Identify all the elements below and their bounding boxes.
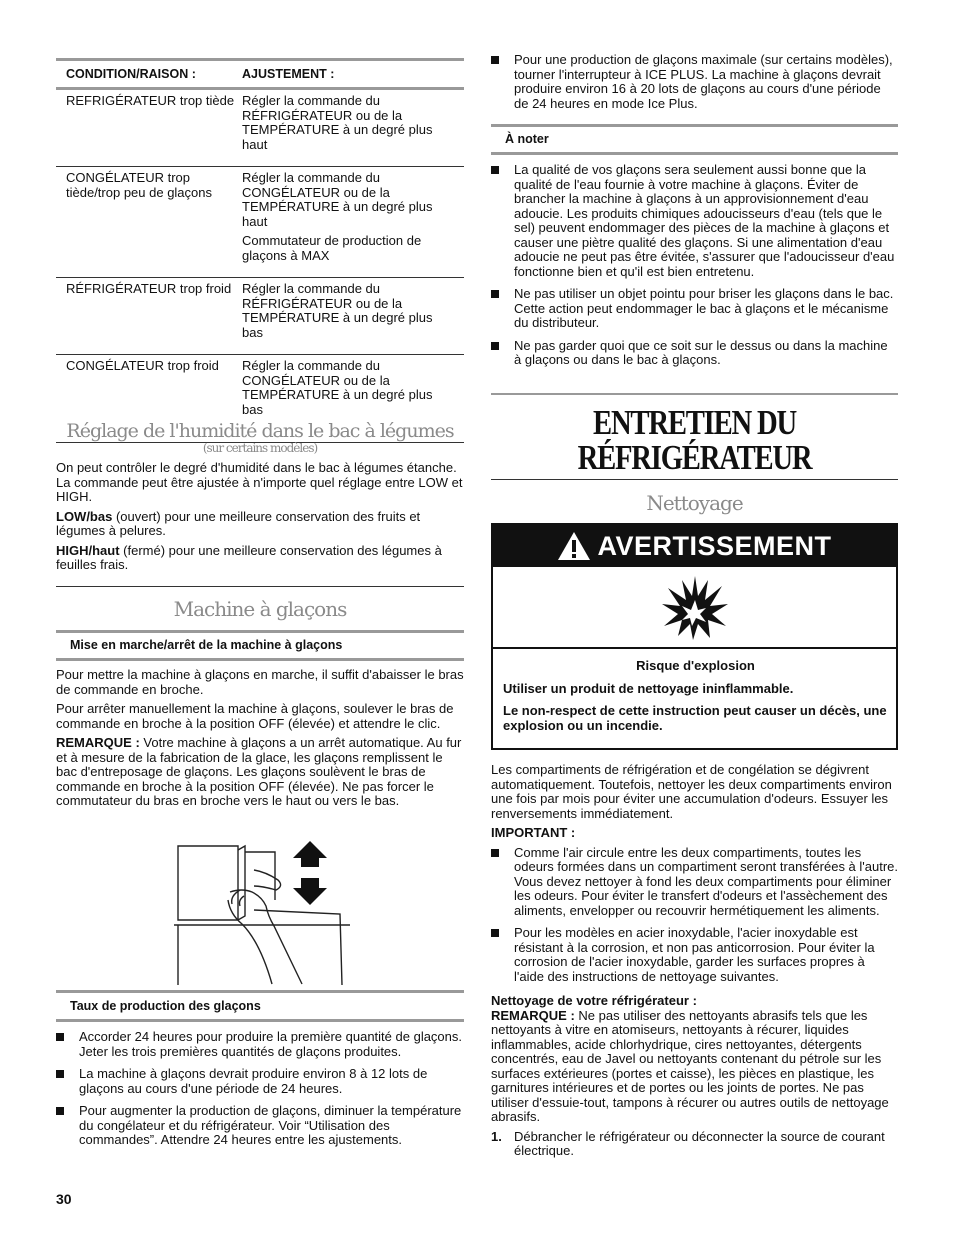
table-cell-condition: RÉFRIGÉRATEUR trop froid <box>66 281 232 296</box>
table-cell-adjust-line: Régler la commande du CONGÉLATEUR ou de la TEMPÉRATURE à un degré plus haut <box>242 170 433 229</box>
chapter-title-line-1: ENTRETIEN DU <box>593 403 796 442</box>
bullet-square <box>491 56 499 64</box>
bullet-square <box>56 1033 64 1041</box>
bullet-square <box>491 290 499 298</box>
list-item <box>56 1104 464 1148</box>
humidity-high <box>56 544 464 573</box>
list-item-text: Pour augmenter la production de glaçons, diminuer la température du congélateur et du réfrigérateur. Voir “Utilisation des commandes”. Attendre 24 heures entre les ajustements. <box>79 1103 462 1147</box>
bullet-square <box>56 1107 64 1115</box>
page-number: 30 <box>56 1191 72 1207</box>
list-item <box>491 846 898 919</box>
step-number: 1. <box>491 1128 502 1144</box>
warning-text <box>493 649 896 733</box>
cleaning-note-text: Ne pas utiliser des nettoyants abrasifs tels que les nettoyants à vitre en atomiseurs, nettoyants à récurer, liquides inflammables, acide chlorhydrique, cires nettoyantes, détergents concentrés, eau de Javel ou nettoyants contenant du pétrole sur les surfaces extérieures (portes et caisse), les pièces en plastique, les garnitures intérieures et de portes ou les joints de portes. Ne pas utiliser d'essuie-tout, tampons à récurer ou autres outils de nettoyage abrasifs. <box>491 1007 889 1124</box>
list-item-text: Ne pas garder quoi que ce soit sur le dessus ou dans la machine à glaçons ou dans le bac à glaçons. <box>514 337 888 367</box>
icemaker-note <box>56 736 464 809</box>
table-cell-adjust: Régler la commande du CONGÉLATEUR ou de la TEMPÉRATURE à un degré plus bas <box>242 358 433 417</box>
icemaker-p2: Pour arrêter manuellement la machine à glaçons, soulever le bras de commande en broche à la position OFF (élevée) et attendre le clic. <box>56 701 454 731</box>
table-cell-adjust-line: Commutateur de production de glaçons à MAX <box>242 233 422 263</box>
warning-header-text: AVERTISSEMENT <box>597 530 832 561</box>
icemaker-rate-bar: Taux de production des glaçons <box>56 990 464 1022</box>
table-cell-adjust <box>242 171 464 263</box>
list-item-text: Pour les modèles en acier inoxydable, l'acier inoxydable est résistant à la corrosion, et non pas anticorrosion. Pour éviter la corrosion de l'acier inoxydable, garder les surfaces propres à l'aide des instructions de nettoyage suivantes. <box>514 925 875 984</box>
list-item <box>56 1030 464 1059</box>
humidity-title: Réglage de l'humidité dans le bac à légumes <box>66 420 454 442</box>
chapter-title <box>491 405 898 475</box>
table-header <box>56 61 464 90</box>
table-cell-condition: CONGÉLATEUR trop tiède/trop peu de glaçons <box>66 170 212 200</box>
list-item <box>491 163 898 279</box>
humidity-low <box>56 510 464 539</box>
warning-line-2: Le non-respect de cette instruction peut causer un décès, une explosion ou un incendie. <box>503 703 887 733</box>
bullet-square <box>491 342 499 350</box>
icemaker-note-label: REMARQUE : <box>56 735 140 750</box>
bullet-square <box>491 849 499 857</box>
humidity-subtitle: (sur certains modèles) <box>202 441 318 455</box>
list-item-text: Pour une production de glaçons maximale (sur certains modèles), tourner l'interrupteur à ICE PLUS. La machine à glaçons devrait produire environ 16 à 20 lots de glaçons au cours d'une période de 24 heures en mode Ice Plus. <box>514 52 893 111</box>
cleaning-note <box>491 1009 898 1125</box>
list-item <box>491 287 898 331</box>
icemaker-onoff-bar: Mise en marche/arrêt de la machine à glaçons <box>56 630 464 661</box>
icemaker-title: Machine à glaçons <box>173 597 347 621</box>
list-item-text: Accorder 24 heures pour produire la première quantité de glaçons. Jeter les trois premières quantités de glaçons produites. <box>79 1029 463 1059</box>
warning-pictogram <box>493 567 896 649</box>
list-item <box>491 339 898 368</box>
high-label: HIGH/haut <box>56 542 120 558</box>
table-cell-adjust: Régler la commande du RÉFRIGÉRATEUR ou de la TEMPÉRATURE à un degré plus bas <box>242 281 433 340</box>
list-item-text: La machine à glaçons devrait produire environ 8 à 12 lots de glaçons au cours d'une période de 24 heures. <box>79 1066 428 1096</box>
bullet-square <box>491 166 499 174</box>
low-label: LOW/bas <box>56 508 113 524</box>
list-item <box>491 926 898 984</box>
humidity-section <box>56 420 464 573</box>
explosion-icon <box>660 574 730 640</box>
icemaker-note-text: Votre machine à glaçons a un arrêt automatique. Au fur et à mesure de la fabrication de la glace, les glaçons remplissent le bac d'entreposage de glaçons. Les glaçons soulèvent le bras de commande en broche à la position OFF (élevée). Ne pas forcer le commutateur du bras en broche vers le haut ou vers le bas. <box>56 735 462 808</box>
list-item-text: Comme l'air circule entre les deux compartiments, toutes les odeurs formées dans un compartiment seront transférées à l'autre. Vous devez nettoyer à fond les deux compartiments pour éliminer les odeurs. Pour éviter le transfert d'odeurs et l'assèchement des aliments, envelopper ou recouvrir hermétiquement les aliments. <box>514 844 899 918</box>
icemaker-body <box>56 668 464 809</box>
table-header-adjust: AJUSTEMENT : <box>242 66 335 81</box>
adjustment-table <box>56 58 464 443</box>
list-item <box>56 1067 464 1096</box>
chapter-title-line-2: RÉFRIGÉRATEUR <box>577 438 812 477</box>
high-text: (fermé) pour une meilleure conservation des légumes à feuilles frais. <box>56 542 442 572</box>
cleaning-title: Nettoyage <box>646 491 743 515</box>
table-row <box>56 167 464 278</box>
icemaker-continued <box>491 53 898 111</box>
note-bar: À noter <box>491 124 898 155</box>
table-cell-adjust: Régler la commande du RÉFRIGÉRATEUR ou de la TEMPÉRATURE à un degré plus haut <box>242 93 433 152</box>
divider <box>491 393 898 395</box>
table-cell-condition: REFRIGÉRATEUR trop tiède <box>66 93 235 108</box>
icemaker-p1: Pour mettre la machine à glaçons en marche, il suffit d'abaisser le bras de commande en broche. <box>56 667 464 697</box>
cleaning-body <box>491 763 898 1159</box>
table-row <box>56 90 464 167</box>
table-cell-condition: CONGÉLATEUR trop froid <box>66 358 219 373</box>
cleaning-intro: Les compartiments de réfrigération et de congélation se dégivrent automatiquement. Toutefois, nettoyer les deux compartiments environ une fois par mois pour éviter une accumulation d'odeurs. Essuyer les renversements immédiatement. <box>491 762 892 821</box>
list-item <box>491 53 898 111</box>
icemaker-arm-illustration <box>170 840 360 985</box>
icemaker-rate-list <box>56 1030 464 1148</box>
divider <box>491 479 898 480</box>
warning-header <box>493 525 896 567</box>
list-item-text: La qualité de vos glaçons sera seulement aussi bonne que la qualité de l'eau fournie à votre machine à glaçons. Éviter de brancher la machine à glaçons à un approvisionnement d'eau adoucie. Les produits chimiques adoucisseurs d'eau (tels que le sel) peuvent endommager des pièces de la machine à glaçons et causer une piètre qualité des glaçons. Si une alimentation d'eau adoucie ne peut pas être évitée, s'assurer que l'adoucisseur d'eau fonctionne bien et qu'il est bien entretenu. <box>514 162 895 279</box>
warning-triangle-icon <box>557 531 591 561</box>
bullet-square <box>56 1070 64 1078</box>
warning-risk: Risque d'explosion <box>636 658 755 673</box>
table-row <box>56 278 464 355</box>
warning-box <box>491 523 898 750</box>
warning-line-1: Utiliser un produit de nettoyage ininflammable. <box>503 680 794 696</box>
cleaning-note-label: REMARQUE : <box>491 1007 575 1023</box>
important-label: IMPORTANT : <box>491 825 576 840</box>
low-text: (ouvert) pour une meilleure conservation des fruits et légumes à pelures. <box>56 508 421 538</box>
step-item <box>491 1130 898 1159</box>
cleaning-subheading: Nettoyage de votre réfrigérateur : <box>491 993 697 1008</box>
notes-list <box>491 163 898 368</box>
humidity-intro: On peut contrôler le degré d'humidité dans le bac à légumes étanche. La commande peut être ajustée à n'importe quel réglage entre LOW et HIGH. <box>56 460 463 504</box>
divider <box>56 586 464 587</box>
table-header-condition: CONDITION/RAISON : <box>66 66 196 81</box>
list-item-text: Ne pas utiliser un objet pointu pour briser les glaçons dans le bac. Cette action peut endommager le bac à glaçons et le mécanisme du distributeur. <box>514 286 894 330</box>
step-text: Débrancher le réfrigérateur ou déconnecter la source de courant électrique. <box>514 1128 885 1158</box>
bullet-square <box>491 929 499 937</box>
